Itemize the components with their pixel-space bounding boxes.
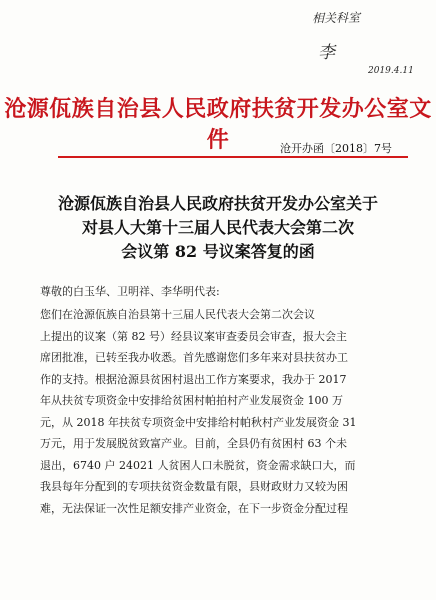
letter-title (0, 192, 436, 264)
body-text-line: 元，从 2018 年扶贫专项资金中安排给村帕秋村产业发展资金 31 (40, 415, 357, 429)
document-header-title: 沧源佤族自治县人民政府扶贫开发办公室文件 (4, 96, 432, 153)
letter-title-line: 会议第 82 号议案答复的函 (121, 242, 315, 261)
document-number: 沧开办函〔2018〕7号 (280, 142, 392, 155)
body-text-line: 席团批准，已转至我办收悉。首先感谢您们多年来对县扶贫办工 (40, 351, 348, 364)
handwritten-routing-note: 相关科室 (311, 10, 361, 26)
letter-body (40, 304, 410, 519)
handwritten-signature: 李 (317, 42, 336, 64)
letter-title-line: 对县人大第十三届人民代表大会第二次 (81, 218, 354, 237)
body-text-line: 万元，用于发展脱贫致富产业。目前，全县仍有贫困村 63 个未 (40, 437, 347, 450)
body-text-line: 退出，6740 户 24021 人贫困人口未脱贫，资金需求缺口大，而 (40, 458, 356, 472)
letter-title-line: 沧源佤族自治县人民政府扶贫开发办公室关于 (57, 194, 378, 213)
handwritten-date: 2019.4.11 (368, 66, 414, 76)
body-text-line: 作的支持。根据沧源县贫困村退出工作方案要求，我办于 2017 (40, 372, 347, 386)
body-text-line: 年从扶贫专项资金中安排给贫困村帕拍村产业发展资金 100 万 (40, 394, 343, 407)
body-text-line: 难，无法保证一次性足额安排产业资金，在下一步资金分配过程 (40, 501, 348, 515)
body-text-line: 我县每年分配到的专项扶贫资金数量有限，县财政财力又较为困 (40, 480, 348, 493)
body-text-line: 您们在沧源佤族自治县第十三届人民代表大会第二次会议 (40, 308, 315, 321)
letter-salutation: 尊敬的白玉华、卫明祥、李华明代表: (40, 285, 220, 298)
header-divider (58, 156, 408, 158)
body-text-line: 上提出的议案（第 82 号）经县议案审查委员会审查，报大会主 (40, 329, 347, 343)
